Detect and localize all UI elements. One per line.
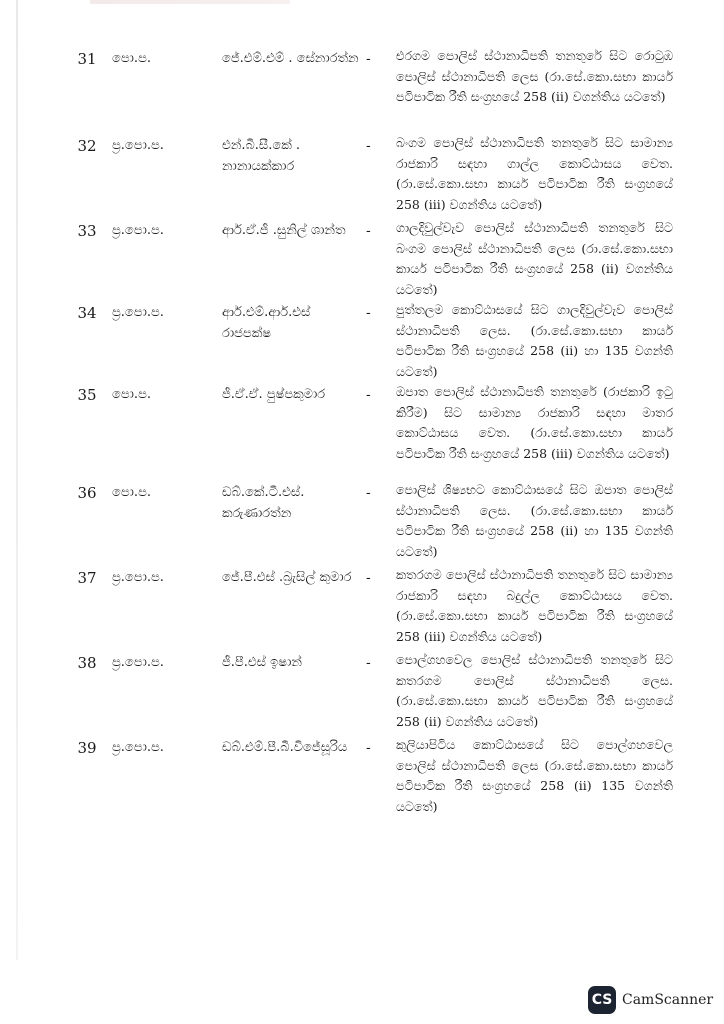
entry-description: කතරගම පොලිස් ස්ථානාධිපති තනතුරේ සිට සාමාන්‍ය රාජකාරි සඳහා බදුල්ල කොට්ඨාසය වෙත. (රා.සේ.කො.සභා කාර්ය පටිපාටික රීති සංග්‍රහයේ 258 (iii) වගන්තිය යටතේ) [396, 567, 673, 644]
camscanner-logo-icon: CS [588, 986, 616, 1014]
entry-rank: ප්‍ර.පො.ප. [112, 570, 164, 585]
entry-name: ජී.ඒ.ඒ. පුෂ්පකුමාර [222, 387, 326, 402]
entry-dash: - [366, 138, 371, 154]
entry-number: 34 [77, 304, 97, 322]
entry-dash: - [366, 387, 371, 403]
scan-top-mark [90, 0, 290, 4]
entry-number: 32 [77, 137, 97, 155]
entry-rank: ප්‍ර.පො.ප. [112, 223, 164, 238]
entry-number: 36 [77, 484, 97, 502]
entry-rank: පො.ප. [112, 51, 151, 66]
entry-description: ගාලදිවුල්වැව පොලිස් ස්ථානාධිපති තනතුරේ සිට බංගම පොලිස් ස්ථානාධිපති ලෙස (රා.සේ.කො.සභා කාර්ය පටිපාටික රීති සංග්‍රහයේ 258 (ii) වගන්තිය යටතේ) [396, 220, 673, 297]
entry-name: ජේ.පී.එස් .බ්‍රැසිල් කුමාර [222, 570, 352, 585]
entry-number: 31 [77, 50, 97, 68]
entry-number: 37 [77, 569, 97, 587]
entry-rank: ප්‍ර.පො.ප. [112, 138, 164, 153]
camscanner-watermark [588, 986, 713, 1014]
entry-name: එන්.බී.සී.කේ . නානායක්කාර [222, 138, 301, 174]
entry-name: ආර්.ඒ.ජී .සුනිල් ශාන්ත [222, 223, 346, 238]
entry-dash: - [366, 655, 371, 671]
entry-rank: ප්‍ර.පො.ප. [112, 655, 164, 670]
entry-description: බංගම පොලිස් ස්ථානාධිපති තනතුරේ සිට සාමාන්‍ය රාජකාරි සඳහා ගාල්ල කොට්ඨාසය වෙත. (රා.සේ.කො.සභා කාර්ය පටිපාටික රීති සංග්‍රහයේ 258 (iii) වගන්තිය යටතේ) [396, 135, 673, 212]
entry-dash: - [366, 740, 371, 756]
entry-number: 33 [77, 222, 97, 240]
entry-description: එරගම පොලිස් ස්ථානාධිපති තනතුරේ සිට රොටුඹ පොලිස් ස්ථානාධිපති ලෙස (රා.සේ.කො.සභා කාර්ය පටිපාටික රීති සංග්‍රහයේ 258 (ii) වගන්තිය යටතේ) [396, 48, 673, 104]
entry-dash: - [366, 485, 371, 501]
entry-rank: පො.ප. [112, 485, 151, 500]
entry-name: ඩබ්.එම්.පී.බී.විජේසූරිය [222, 740, 348, 755]
entry-rank: ප්‍ර.පො.ප. [112, 740, 164, 755]
entry-number: 35 [77, 386, 97, 404]
entry-description: ඔපාත පොලිස් ස්ථානාධිපති තනතුරේ (රාජකාරි ඉටු කිරීම) සිට සාමාන්‍ය රාජකාරි සඳහා මාතර කොට්ඨාසය වෙත. (රා.සේ.කො.සභා කාර්ය පටිපාටික රීති සංග්‍රහයේ 258 (iii) වගන්තිය යටතේ) [396, 384, 673, 461]
entry-rank: පො.ප. [112, 387, 151, 402]
entry-name: ආර්.එම්.ආර්.එස් රාජපක්ෂ [222, 305, 311, 341]
entry-number: 39 [77, 739, 97, 757]
entry-dash: - [366, 51, 371, 67]
entry-description: පොලිස් ශිෂ්‍යභට කොට්ඨාසයේ සිට ඔපාත පොලිස් ස්ථානාධිපති ලෙස. (රා.සේ.කො.සභා කාර්ය පටිපාටික රීති සංග්‍රහයේ 258 (ii) හා 135 වගන්ති යටතේ) [396, 482, 673, 559]
entry-dash: - [366, 570, 371, 586]
entry-dash: - [366, 305, 371, 321]
entry-description: පොල්ගහවෙල පොලිස් ස්ථානාධිපති තනතුරේ සිට කතරගම පොලිස් ස්ථානාධිපති ලෙස. (රා.සේ.කො.සභා කාර්ය පටිපාටික රීති සංග්‍රහයේ 258 (ii) වගන්තිය යටතේ) [396, 652, 673, 729]
entry-name: ඩබ්.කේ.ටී.එස්. කරුණාරත්න [222, 485, 305, 521]
camscanner-label: CamScanner [622, 992, 714, 1008]
entry-name: ජී.පී.එස් ඉෂාන් [222, 655, 302, 670]
scan-edge-shadow [16, 0, 18, 960]
entry-description: කුලියාපිටිය කොට්ඨාසයේ සිට පොල්ගහවෙල පොලිස් ස්ථානාධිපති ලෙස (රා.සේ.කො.සභා කාර්ය පටිපාටික රීති සංග්‍රහයේ 258 (ii) 135 වගන්ති යටතේ) [396, 737, 673, 814]
entry-description: පුත්තලම කොට්ඨාසයේ සිට ගාලදිවුල්වැව පොලිස් ස්ථානාධිපති ලෙස. (රා.සේ.කො.සභා කාර්ය පටිපාටික රීති සංග්‍රහයේ 258 (ii) හා 135 වගන්ති යටතේ) [396, 302, 673, 379]
entry-name: ජේ.එම්.එම් . සේනාරත්න [222, 51, 359, 66]
entry-rank: ප්‍ර.පො.ප. [112, 305, 164, 320]
entry-number: 38 [77, 654, 97, 672]
entry-dash: - [366, 223, 371, 239]
